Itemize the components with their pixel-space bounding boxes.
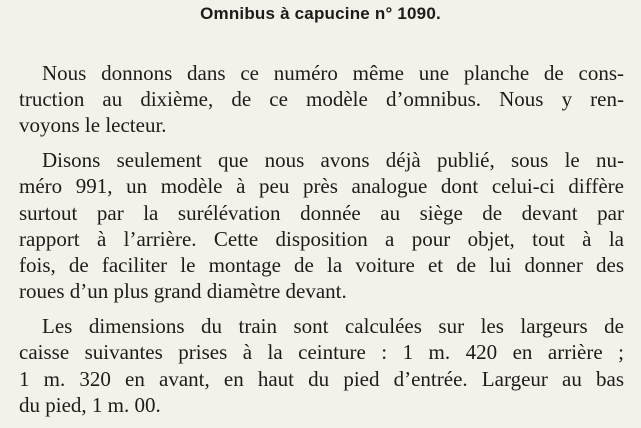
paragraph-1-line-3: voyons le lecteur. [19, 113, 167, 137]
paragraph-3-line-1: Les dimensions du train sont calculées sur les largeurs de [42, 314, 624, 338]
paragraph-3-line-3: 1 m. 320 en avant, en haut du pied d’entrée. Largeur au bas [19, 367, 624, 391]
paragraph-2-line-5: fois, de faciliter le montage de la voiture et de lui donner des [19, 253, 624, 277]
paragraph-3-line-4: du pied, 1 m. 00. [19, 393, 161, 417]
paragraph-1-line-1: Nous donnons dans ce numéro même une planche de cons- [42, 61, 624, 85]
paragraph-2-line-4: rapport à l’arrière. Cette disposition a pour objet, tout à la [19, 227, 624, 251]
paragraph-2-line-2: méro 991, un modèle à peu près analogue dont celui-ci diffère [19, 174, 624, 198]
paragraph-2-line-1: Disons seulement que nous avons déjà publié, sous le nu- [42, 148, 624, 172]
page-title: Omnibus à capucine n° 1090. [200, 4, 441, 23]
paragraph-2-line-3: surtout par la surélévation donnée au siège de devant par [19, 201, 624, 225]
paragraph-1-line-2: truction au dixième, de ce modèle d’omnibus. Nous y ren- [19, 87, 624, 111]
paragraph-2-line-6: roues d’un plus grand diamètre devant. [19, 279, 347, 303]
paragraph-3-line-2: caisse suivantes prises à la ceinture : 1 m. 420 en arrière ; [19, 340, 624, 364]
